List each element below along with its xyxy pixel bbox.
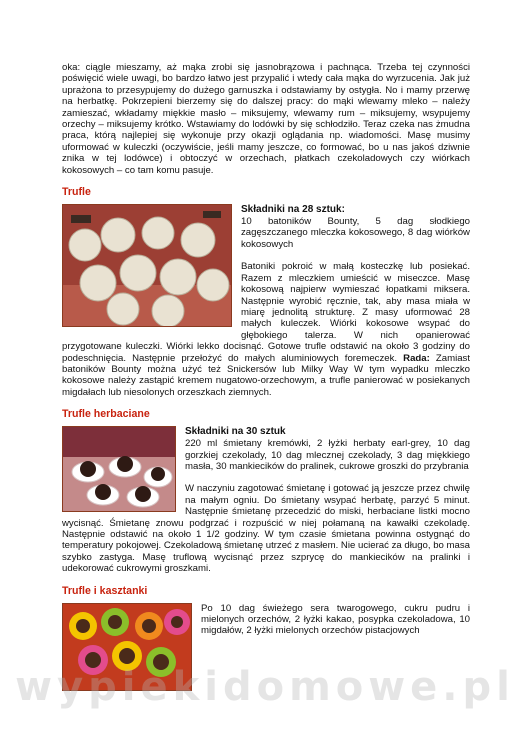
section-title-trufle: Trufle [62,186,91,199]
ingredients-title-herbaciane: Składniki na 30 sztuk [185,426,286,438]
recipe-page [62,62,470,694]
trufle-herbaciane-photo [62,426,176,512]
ingredients-title-trufle: Składniki na 28 sztuk: [241,204,345,216]
ingredients-herbaciane: 220 ml śmietany kremówki, 2 łyżki herbaty earl-grey, 10 dag gorzkiej czekolady, 10 dag mlecznej czekolady, 3 dag miękkiego masła, 30 mankiecików do pralinek, cukrowe groszki do przybrania [185,438,470,472]
intro-paragraph: oka: ciągle mieszamy, aż mąka zrobi się jasnobrązowa i pachnąca. Trzeba tej czynności poświęcić wiele uwagi, bo bardzo łatwo jest przypalić i wtedy cała mąka do wyrzucenia. Jak już uprażona to przesypujemy do dużego garnuszka i odstawiamy by ostygła. No i mamy przerwę na herbatkę. Pokrzepieni bierzemy się do dalszej pracy: do mąki wlewamy mleko – należy zamieszać, wkładamy miękkie masło – miksujemy, wlewamy rum – miksujemy, wsypujemy orzechy – miksujemy krótko. Wstawiamy do lodówki by się schłodziło. Teraz czeka nas żmudna praca, którą najlepiej się wykonuje przy okazji oglądania np. wiadomości. Masę musimy uformować w kuleczki (oczywiście, jeśli mamy jeszcze, co formować, bo u nas jakoś dziwnie znika w tej lodówce) i obtoczyć w orzechach, płatkach czekoladowych czy wiórkach kokosowych – co tam komu pasuje. [62,62,470,176]
tip-label: Rada: [403,352,430,364]
method-trufle-text: Batoniki pokroić w małą kosteczkę lub posiekać. Razem z mleczkiem umieścić w miseczce. Masę kokosową najpierw wymieszać łopatkami miksera. Następnie wyrobić ręcznie, tak, aby masa miała w miarę jednolitą strukturę. Z masy uformować 28 małych kuleczek. Wiórki kokosowe wsypać do głębokiego talerza. W nich opanierować przygotowane kuleczki. Wiórki lekko docisnąć. Gotowe trufle odstawić na około 3 godziny do podeschnięcia. Następnie przełożyć do małych aluminiowych foremeczek. [62,261,470,364]
section-title-trufle-kasztanki: Trufle i kasztanki [62,584,148,597]
section-title-trufle-herbaciane: Trufle herbaciane [62,408,150,421]
ingredients-kasztanki: Po 10 dag świeżego sera twarogowego, cukru pudru i mielonych orzechów, 2 łyżki kakao, posypka czekoladowa, 10 migdałów, 2 łyżki mielonych orzechów pistacjowych [201,602,470,637]
tip-text: Zamiast batoników Bounty można użyć też Snickersów lub Milky Way W tym wypadku mleczko kokosowe należy zastąpić kremem nugatowo-orzechowym, a trufle panierować w posiekanych migdałach lub niesolonych orzeszkach ziemnych. [62,352,470,398]
ingredients-trufle: 10 batoników Bounty, 5 dag słodkiego zagęszczanego mleczka kokosowego, 8 dag wiórków kokosowych [241,216,470,250]
site-watermark: wypiekidomowe.pl [15,664,515,710]
trufle-coconut-photo [62,204,232,327]
method-herbaciane: W naczyniu zagotować śmietanę i gotować ją jeszcze przez chwilę na małym ogniu. Do śmietany wsypać herbatę, parzyć 5 minut. Następnie śmietanę przecedzić do miski, herbaciane listki mocno wycisnąć. Śmietanę znowu podgrzać i rozpuścić w niej połamaną na kawałki czekoladę. Następnie odstawić na około 1 1/2 godziny. W tym czasie śmietana powinna ostygnąć do temperatury pokojowej. Czekoladową śmietanę utrzeć z masłem. Nie ucierać za długo, bo masa szybko zastyga. Masę truflową wycisnąć przez szprycę do mankiecików na pralinki i udekorować cukrowymi groszkami. [62,483,470,575]
